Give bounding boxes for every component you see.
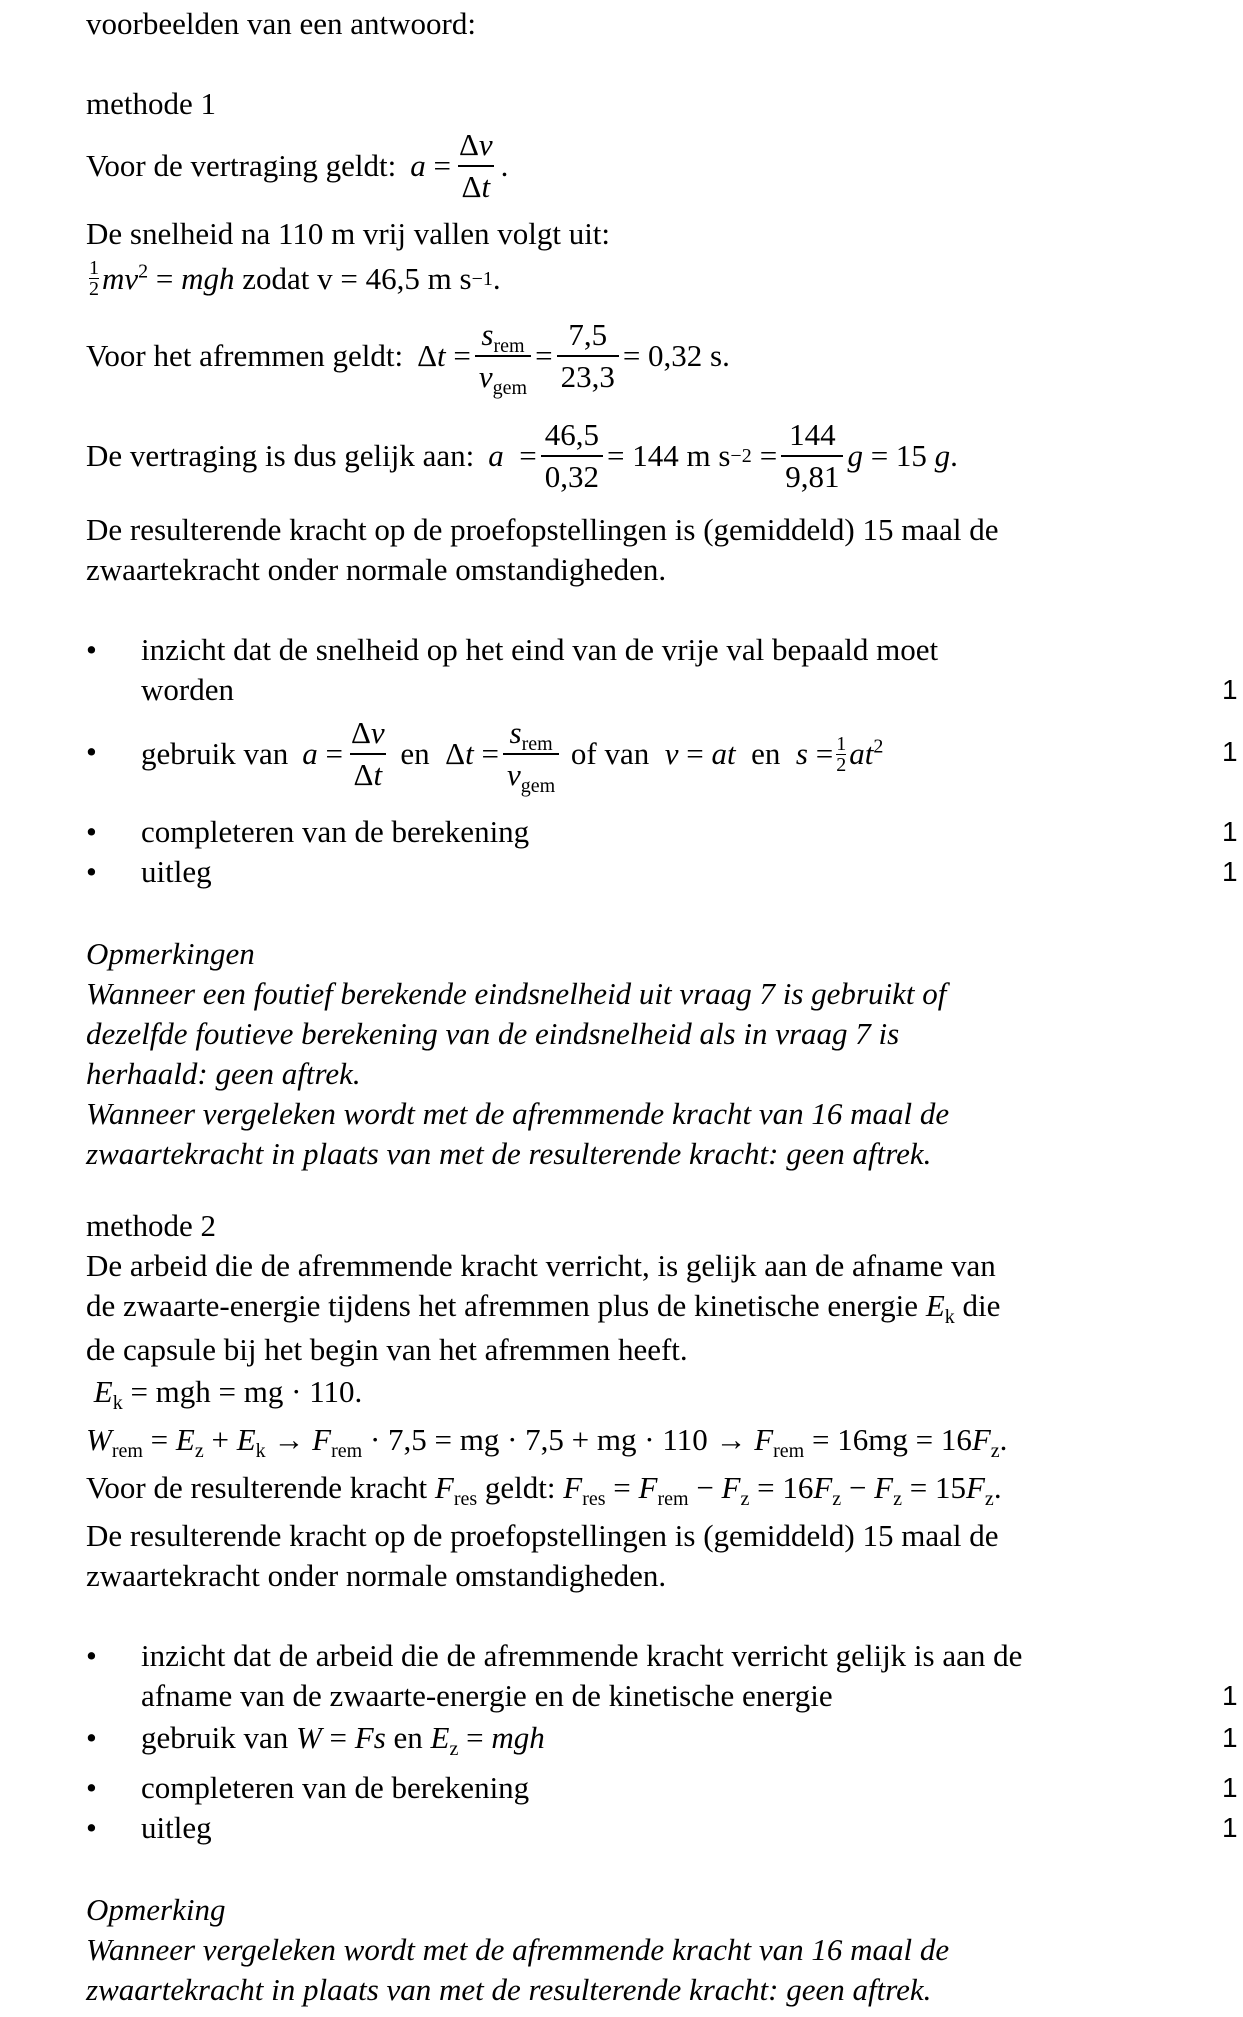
method2-conclusion-1: De resulterende kracht op de proefopstellingen is (gemiddeld) 15 maal de — [86, 1518, 999, 1553]
vertraging-label: Voor de vertraging geldt: — [86, 148, 397, 183]
vertraging-den2: 9,81 — [781, 455, 843, 497]
m1-bullet-2-points: 1 — [1222, 736, 1238, 767]
vertraging-num1: 46,5 — [544, 417, 599, 452]
resultant-label: Voor de resulterende kracht — [86, 1470, 428, 1505]
afremmen-label: Voor het afremmen geldt: — [86, 338, 404, 373]
bullet-dot: • — [86, 1770, 97, 1805]
m1-remarks-heading: Opmerkingen — [86, 936, 255, 971]
bullet-dot: • — [86, 734, 97, 769]
m2-bullet-1-points: 1 — [1222, 1680, 1238, 1711]
afremmen-formula: Voor het afremmen geldt: Δt = $\frac{s_{rem}}{v_{gem}}$ = $\frac{7,5}{23,3}$ = 0,32 s. — [86, 317, 730, 400]
m2-bullet-2-points: 1 — [1222, 1722, 1238, 1753]
vertraging-mid: = 144 m s — [607, 438, 731, 473]
method2-text-2-end: die — [962, 1288, 1001, 1323]
method2-text-2: de zwaarte-energie tijdens het afremmen plus de kinetische energie $E_k$ die — [86, 1288, 1001, 1329]
m1-bullet-4-points: 1 — [1222, 856, 1238, 887]
snelheid-value: zodat v = 46,5 m s — [242, 260, 472, 296]
m1-bullet-3-points: 1 — [1222, 816, 1238, 847]
bullet-dot: • — [86, 854, 97, 889]
m1-bullet-3: completeren van de berekening — [141, 814, 530, 849]
m2-bullet-2-text: gebruik van — [141, 1720, 289, 1755]
m2-bullet-3: completeren van de berekening — [141, 1770, 530, 1805]
afremmen-den: 23,3 — [557, 355, 619, 397]
method2-text-3: de capsule bij het begin van het afremmen heeft. — [86, 1332, 688, 1367]
m2-remark-heading: Opmerking — [86, 1892, 226, 1927]
ek-equation-value: = mgh = mg · 110. — [130, 1374, 363, 1409]
m1-remark-line: herhaald: geen aftrek. — [86, 1056, 361, 1091]
work-equation: $W_{rem} = E_z + E_k \to F_{rem} \cdot 7,5$ = mg · 7,5 + mg · $110 \to F_{rem} = 16mg = 16F_z$. — [86, 1422, 1008, 1463]
m1-remark-line: dezelfde foutieve berekening van de eindsnelheid als in vraag 7 is — [86, 1016, 900, 1051]
method1-conclusion-1: De resulterende kracht op de proefopstellingen is (gemiddeld) 15 maal de — [86, 512, 999, 547]
m1-bullet-2: gebruik van a = $\frac{\Delta v}{\Delta t}$ en Δt = $\frac{s_{rem}}{v_{gem}}$ of van v = at en s = $\frac{1}{2}$ $at^2$ — [141, 715, 884, 798]
work-equation-end: = 16mg = 16 — [811, 1422, 972, 1457]
m2-bullet-1-line2: afname van de zwaarte-energie en de kinetische energie — [141, 1678, 833, 1713]
intro-text: voorbeelden van een antwoord: — [86, 6, 476, 41]
resultant-equation: Voor de resulterende kracht $F_{res}$ geldt: $F_{res} = F_{rem} - F_z = 16F_z - F_z = 15F_z$. — [86, 1470, 1002, 1511]
method2-heading: methode 2 — [86, 1208, 216, 1243]
m1-bullet-1-line1: inzicht dat de snelheid op het eind van de vrije val bepaald moet — [141, 632, 939, 667]
m1-bullet-4: uitleg — [141, 854, 212, 889]
vertraging-formula: Voor de vertraging geldt: a = $\frac{\Delta v}{\Delta t}$ . — [86, 126, 508, 206]
bullet-dot: • — [86, 814, 97, 849]
afremmen-num: 7,5 — [568, 317, 608, 352]
afremmen-result: = 0,32 s. — [622, 338, 730, 373]
m1-remark-line: zwaartekracht in plaats van met de resulterende kracht: geen aftrek. — [86, 1136, 932, 1171]
m1-bullet-2-text: gebruik van — [141, 736, 289, 771]
vertraging-result-formula: De vertraging is dus gelijk aan: a = $\frac{46,5}{0,32}$ = 144 m s −2 = $\frac{144}{9,81}$ g = 15 g . — [86, 414, 958, 498]
snelheid-formula: 1 2 $mv^2$ = mgh zodat v = 46,5 m s −1 . — [89, 257, 501, 300]
ek-equation: $E_k$ = mgh = mg · 110. — [93, 1374, 363, 1415]
m2-bullet-2: gebruik van W = Fs en $E_z$ = mgh — [141, 1720, 545, 1761]
m2-remark-line: Wanneer vergeleken wordt met de afremmende kracht van 16 maal de — [86, 1932, 950, 1967]
vertraging-den1: 0,32 — [541, 455, 603, 497]
vertraging-end: = 15 — [870, 438, 927, 473]
m1-bullet-1-line2: worden — [141, 672, 234, 707]
bullet-dot: • — [86, 1638, 97, 1673]
method2-text-1: De arbeid die de afremmende kracht verricht, is gelijk aan de afname van — [86, 1248, 996, 1283]
m2-remark-line: zwaartekracht in plaats van met de resulterende kracht: geen aftrek. — [86, 1972, 932, 2007]
m2-bullet-1-line1: inzicht dat de arbeid die de afremmende kracht verricht gelijk is aan de — [141, 1638, 1023, 1673]
m1-remark-line: Wanneer vergeleken wordt met de afremmende kracht van 16 maal de — [86, 1096, 950, 1131]
m2-bullet-3-points: 1 — [1222, 1772, 1238, 1803]
vertraging-result-label: De vertraging is dus gelijk aan: — [86, 438, 475, 473]
bullet-dot: • — [86, 1720, 97, 1755]
m1-remark-line: Wanneer een foutief berekende eindsnelheid uit vraag 7 is gebruikt of — [86, 976, 947, 1011]
m2-bullet-4-points: 1 — [1222, 1812, 1238, 1843]
m1-bullet-1-points: 1 — [1222, 674, 1238, 705]
vertraging-num2: 144 — [789, 417, 836, 452]
snelheid-text: De snelheid na 110 m vrij vallen volgt uit: — [86, 216, 611, 251]
method2-text-2-main: de zwaarte-energie tijdens het afremmen plus de kinetische energie — [86, 1288, 919, 1323]
method1-heading: methode 1 — [86, 86, 216, 121]
bullet-dot: • — [86, 632, 97, 667]
method1-conclusion-2: zwaartekracht onder normale omstandigheden. — [86, 552, 667, 587]
m2-bullet-4: uitleg — [141, 1810, 212, 1845]
work-equation-mid: 7,5 = mg · 7,5 + mg · 110 — [388, 1422, 708, 1457]
method2-conclusion-2: zwaartekracht onder normale omstandigheden. — [86, 1558, 667, 1593]
bullet-dot: • — [86, 1810, 97, 1845]
resultant-geldt: geldt: — [484, 1470, 556, 1505]
